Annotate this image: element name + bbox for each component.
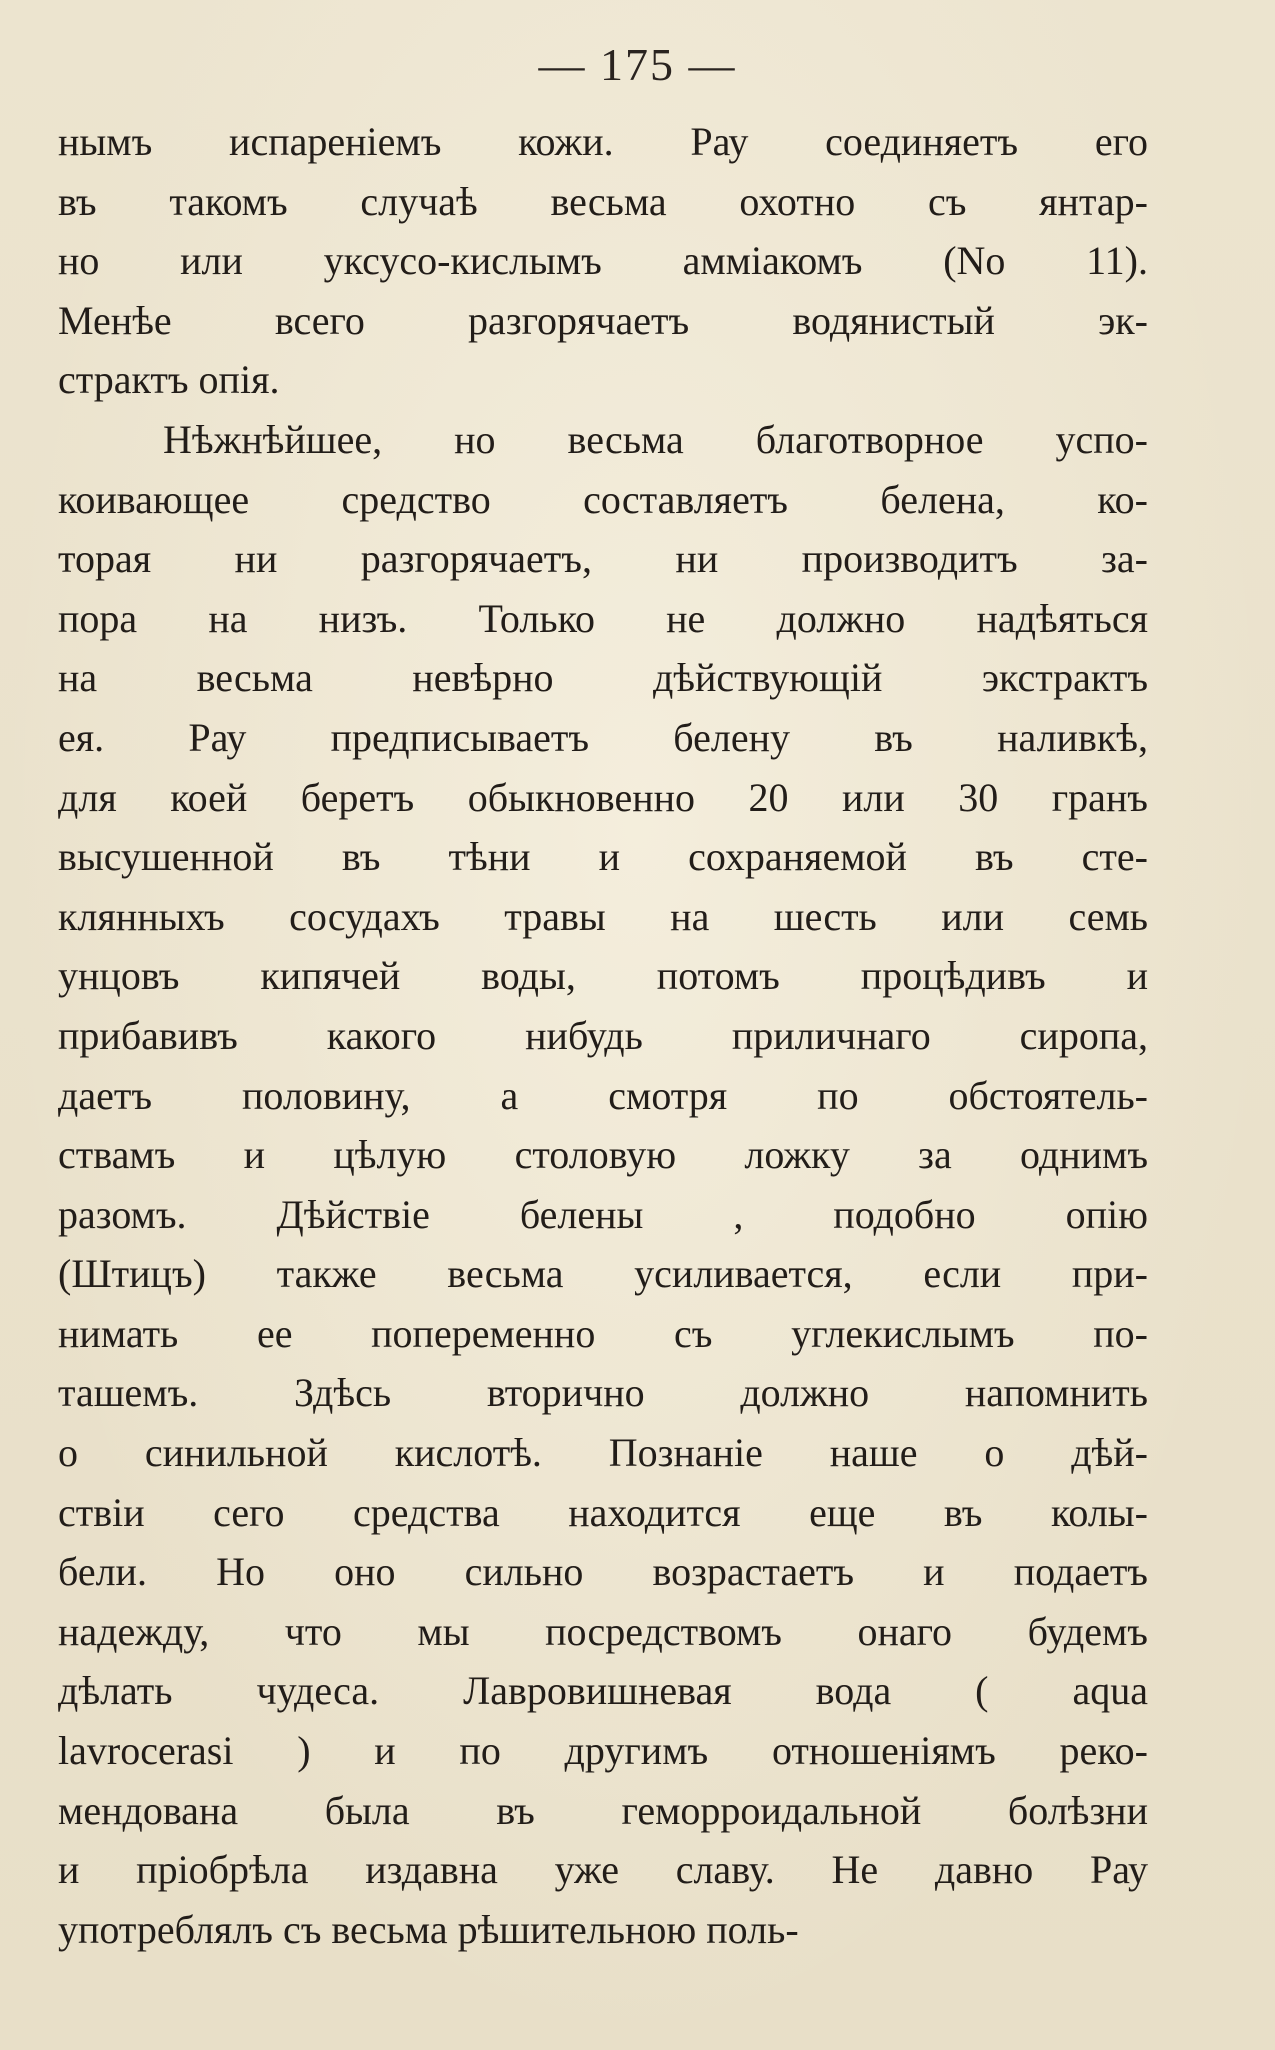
text-line: ташемъ. Здѣсь вторично должно напомнить xyxy=(58,1370,1148,1416)
text-line: даетъ половину, а смотря по обстоятель- xyxy=(58,1072,1148,1118)
text-line: высушенной въ тѣни и сохраняемой въ сте- xyxy=(58,834,1148,880)
text-line: пора на низъ. Только не должно надѣяться xyxy=(58,595,1148,641)
text-line: lavrocerasi ) и по другимъ отношеніямъ реко- xyxy=(58,1728,1148,1774)
text-line: на весьма невѣрно дѣйствующій экстрактъ xyxy=(58,655,1148,701)
text-line: нымъ испареніемъ кожи. Рау соединяетъ его xyxy=(58,119,1148,164)
text-line: мендована была въ геморроидальной болѣзни xyxy=(58,1787,1148,1833)
text-line: въ такомъ случаѣ весьма охотно съ янтар- xyxy=(58,178,1148,224)
text-line: надежду, что мы посредствомъ онаго будемъ xyxy=(58,1608,1148,1654)
text-line: ея. Рау предписываетъ белену въ наливкѣ, xyxy=(58,714,1148,760)
text-line: унцовъ кипячей воды, потомъ процѣдивъ и xyxy=(58,953,1148,999)
text-line: Нѣжнѣйшее, но весьма благотворное успо- xyxy=(163,416,1148,462)
text-line: ствіи сего средства находится еще въ колы- xyxy=(58,1489,1148,1535)
text-line: ствамъ и цѣлую столовую ложку за однимъ xyxy=(58,1132,1148,1178)
text-line: нимать ее попеременно съ углекислымъ по- xyxy=(58,1310,1148,1356)
text-line: дѣлать чудеса. Лавровишневая вода ( aqua xyxy=(58,1668,1148,1714)
page-number: — 175 — xyxy=(538,39,737,90)
text-line: коивающее средство составляетъ белена, ко- xyxy=(58,476,1148,522)
text-line: но или уксусо-кислымъ аммiакомъ (No 11). xyxy=(58,238,1148,284)
text-line: бели. Но оно сильно возрастаетъ и подаетъ xyxy=(58,1549,1148,1595)
text-line: и пріобрѣла издавна уже славу. Не давно Рау xyxy=(58,1847,1148,1893)
text-line: (Штицъ) также весьма усиливается, если при- xyxy=(58,1251,1148,1297)
text-line: торая ни разгорячаетъ, ни производитъ за- xyxy=(58,536,1148,582)
text-line: Менѣе всего разгорячаетъ водянистый эк- xyxy=(58,297,1148,343)
text-line: прибавивъ какого нибудь приличнаго сиропа, xyxy=(58,1012,1148,1058)
text-line: для коей беретъ обыкновенно 20 или 30 гранъ xyxy=(58,774,1148,820)
text-line: страктъ опія. xyxy=(58,357,280,403)
text-line: о синильной кислотѣ. Познаніе наше о дѣй- xyxy=(58,1430,1148,1476)
text-line: клянныхъ сосудахъ травы на шесть или семь xyxy=(58,893,1148,939)
page-body xyxy=(58,112,1148,1959)
text-line: употреблялъ съ весьма рѣшительною поль- xyxy=(58,1906,799,1952)
text-line: разомъ. Дѣйствіе белены , подобно опію xyxy=(58,1191,1148,1237)
